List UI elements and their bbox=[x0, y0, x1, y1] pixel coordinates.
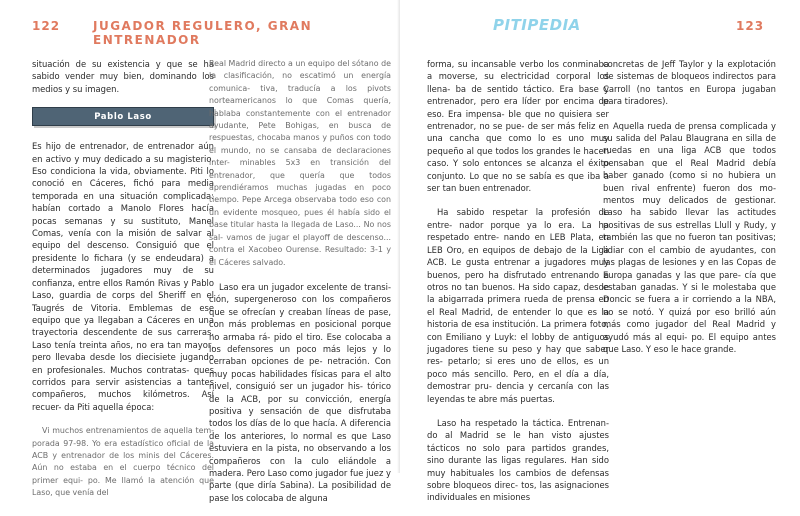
left-page-number: 122 bbox=[32, 19, 61, 33]
right-page-number: 123 bbox=[736, 19, 765, 33]
right-page bbox=[400, 0, 800, 503]
right-column-1 bbox=[427, 58, 609, 516]
body-paragraph: Es hijo de entrenador, de entrenador aún en activo y muy dedicado a su magisterio. Eso condiciona la vida, obviamente. Piti lo conoció en Cáceres, fichó para media temporada en una situación complicada: habían cortado a Manolo Flores hacía pocas semanas y su sustituto, Manel Comas, venía con la misión de salvar al equipo del descenso. Consiguió que el presidente lo fichara (y se endeudara) a determinados jugadores muy de su confianza, entre ellos Ramón Rivas y Pablo Laso, guardia de corps del Sheriff en el Taugrés de Vitoria. Emblemas de ese equipo que ya llegaban a Cáceres en una trayectoria descendente de sus carreras. Laso tenía treinta años, no era tan mayor, pero llevaba desde los diecisiete jugando en profesionales. Muchos contratas- ques corridos para servir asistencias a tantes compañeros, muchos kilómetros. Así recuer- da Piti aquella época: bbox=[32, 141, 214, 412]
right-column-2 bbox=[603, 58, 776, 367]
quote-continuation: Real Madrid directo a un equipo del sótano de la clasificación, no escatimó un energía comunica- tiva, traducía a los pivots norteamericanos lo que Comas quería, hablaba constantemente con el entrenador ayudante, Pete Bohigas, en busca de respuestas, chocaba manos y puños con todo el mundo, no se cansaba de declaraciones inter- minables 5x3 en transición del entrenador, que quería que todos aprendiéramos muchas jugadas en poco tiempo. Pepe Arcega observaba todo eso con un evidente mosqueo, pues él había sido el base titular hasta la llegada de Laso... No nos sal- vamos de jugar el playoff de descenso... contra el Xacobeo Ourense. Resultado: 3-1 y el Cáceres salvado. bbox=[209, 59, 391, 267]
section-title: Pablo Laso bbox=[94, 111, 152, 122]
body-paragraph: forma, su incansable verbo los conminaba a moverse, su electricidad corporal los llena- ba de sentido táctico. Era base y entrenador, pero era líder por encima de eso. Era impensa- ble que no quisiera ser entrenador, no se pue- de ser más feliz en una cancha que como lo es uno muy pequeño al que todos los grandes le hacen caso. Y solo entonces se alcanza el éxito conjunto. Lo que no se sabía es que iba a ser tan buen entrenador. bbox=[427, 59, 609, 194]
section-title-box bbox=[32, 107, 214, 126]
quote-paragraph: Vi muchos entrenamientos de aquella tem- porada 97-98. Yo era estadístico oficial de la ACB y entrenador de los minis del Cáceres. Aún no estaba en el cuerpo técnico del primer equi- po. Me llamó la atención que Laso, que venía del bbox=[32, 426, 214, 498]
left-column-1 bbox=[32, 58, 214, 500]
brand-logo: PITIPEDIA bbox=[493, 16, 581, 34]
body-paragraph: concretas de Jeff Taylor y la explotación de sistemas de bloqueos indirectos para Carroll (no tantos en Europa jugaban para tiradores). bbox=[603, 59, 776, 107]
left-column-2 bbox=[209, 58, 391, 516]
intro-paragraph: situación de su existencia y que se ha sabido vender muy bien, dominando los medios y su imagen. bbox=[32, 59, 214, 94]
body-paragraph: Ha sabido respetar la profesión de entre- nador porque ya lo era. La ha respetado entre- nando en LEB Plata, en LEB Oro, en equipos de debajo de la Liga ACB. Le gusta entrenar a jugadores muy buenos, pero ha disfrutado entrenando a otros no tan buenos. Ha sido capaz, desde la abigarrada primera rueda de prensa en el Real Madrid, de entender lo que es la historia de esa institución. La primera foto, con Emiliano y Luyk: el lobby de antiguos jugadores tiene su peso y hay que saber res- petarlo; si eres uno de ellos, es un poco más sencillo. Pero, en el día a día, demostrar pru- dencia y cercanía con las leyendas te abre más puertas. bbox=[427, 207, 609, 404]
running-head: JUGADOR REGULERO, GRAN ENTRENADOR bbox=[93, 19, 313, 47]
body-paragraph: Laso ha respetado la táctica. Entrenan- do al Madrid se le han visto ajustes tácticos no solo para partidos grandes, sino durante las ligas regulares. Han sido muy habituales los cambios de defensas sobre bloqueos direc- tos, las asignaciones individuales en misiones bbox=[427, 417, 609, 503]
body-paragraph: Laso era un jugador excelente de transi- ción, supergeneroso con los compañeros que se ofrecían y creaban líneas de pase, con más problemas en posicional porque no armaba rá- pido el tiro. Ese colocaba a los defensores un poco más lejos y lo cerraban opciones de pe- netración. Con muy pocas habilidades físicas para el alto nivel, consiguió ser un jugador his- tórico de la ACB, por su convicción, energía positiva y sensación de que disfrutaba todos los días de lo que hacía. A diferencia de los anteriores, lo normal es que Laso estuviera en la pista, no observando a los compañeros con la culo eliándole a madera. Pero Laso como jugador fue juez y parte (que diría Sabina). La posibilidad de pase los colocaba de alguna bbox=[209, 281, 391, 503]
left-page bbox=[0, 0, 400, 503]
body-paragraph: Aquella rueda de prensa complicada y su salida del Palau Blaugrana en silla de ruedas en una liga ACB que todos pensaban que el Real Madrid debía haber ganado (como si no hubiera un buen rival enfrente) fueron dos mo- mentos muy delicados de gestionar. Laso ha sabido llevar las actitudes positivas de sus estrellas Llull y Rudy, y también las que no fueron tan positivas; lidiar con el cambio de ayudantes, con las plagas de lesiones y en las Copas de Europa ganadas y las que pare- cía que estaban ganadas. Y si le molestaba que Doncic se fuera a ir corriendo a la NBA, no se notó. Y quizá por eso brilló aún más como jugador del Real Madrid y ayudó más al equi- po. El equipo antes que Laso. Y eso le hace grande. bbox=[603, 120, 776, 354]
